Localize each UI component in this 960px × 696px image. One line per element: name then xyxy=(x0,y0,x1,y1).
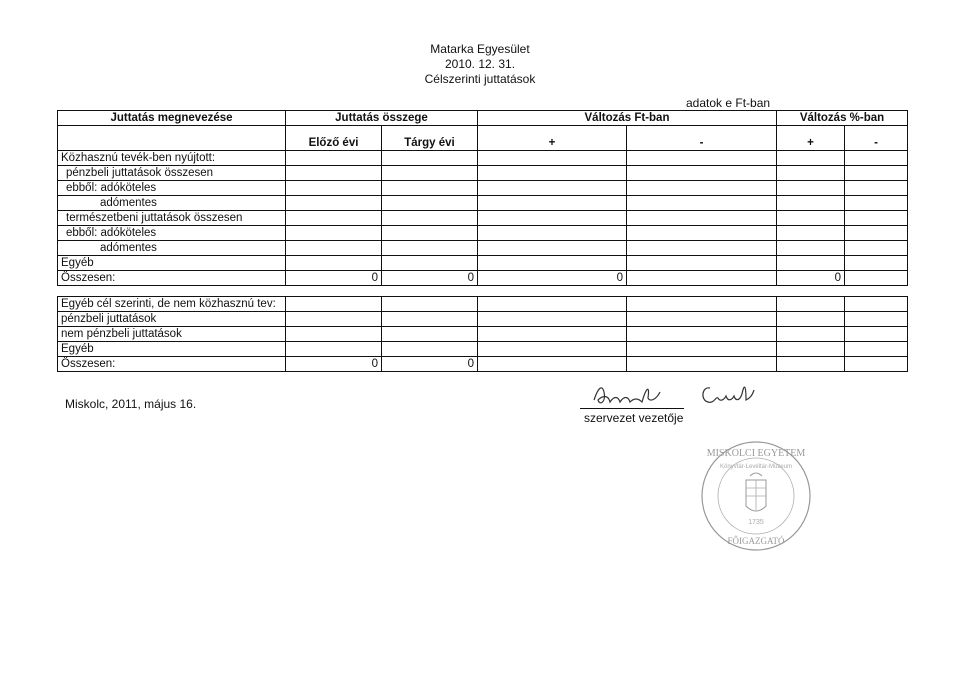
signature-line xyxy=(580,408,684,409)
col-amount-header: Juttatás összege xyxy=(286,111,478,126)
col-change-ft-header: Változás Ft-ban xyxy=(478,111,777,126)
row-label: pénzbeli juttatások összesen xyxy=(58,166,286,181)
table-row xyxy=(58,297,908,312)
col-change-pct-header: Változás %-ban xyxy=(777,111,908,126)
total-minus xyxy=(627,271,777,286)
row-label: ebből: adóköteles xyxy=(58,226,286,241)
row-label: Közhasznú tevék-ben nyújtott: xyxy=(58,151,286,166)
row-label: ebből: adóköteles xyxy=(58,181,286,196)
blank-cell xyxy=(58,126,286,151)
sub-prev-year: Előző évi xyxy=(286,126,382,151)
table-row xyxy=(58,226,908,241)
table-row xyxy=(58,211,908,226)
signature-label: szervezet vezetője xyxy=(584,411,684,425)
table-row xyxy=(58,342,908,357)
table-row xyxy=(58,327,908,342)
table-row xyxy=(58,151,908,166)
total-pct-minus xyxy=(845,271,908,286)
total-curr: 0 xyxy=(382,357,478,372)
org-name: Matarka Egyesület xyxy=(430,42,530,56)
sub-plus: + xyxy=(478,126,627,151)
total-plus: 0 xyxy=(478,271,627,286)
row-label: adómentes xyxy=(58,196,286,211)
total-curr: 0 xyxy=(382,271,478,286)
total-prev: 0 xyxy=(286,357,382,372)
sub-pct-plus: + xyxy=(777,126,845,151)
stamp-top-text: MISKOLCI EGYETEM xyxy=(706,448,806,459)
total-label: Összesen: xyxy=(58,271,286,286)
total-prev: 0 xyxy=(286,271,382,286)
table-row xyxy=(58,241,908,256)
row-label: pénzbeli juttatások xyxy=(58,312,286,327)
col-name-header: Juttatás megnevezése xyxy=(58,111,286,126)
table-row xyxy=(58,166,908,181)
report-title: Célszerinti juttatások xyxy=(424,72,536,86)
stamp-bottom-text: FŐIGAZGATÓ xyxy=(727,536,785,546)
row-label: nem pénzbeli juttatások xyxy=(58,327,286,342)
subheader-row xyxy=(58,126,908,151)
report-date: 2010. 12. 31. xyxy=(444,57,516,71)
unit-note: adatok e Ft-ban xyxy=(686,96,771,110)
total-pct-plus: 0 xyxy=(777,271,845,286)
stamp-center-text: Könyvtár-Levéltár-Múzeum xyxy=(719,464,793,470)
total-label: Összesen: xyxy=(58,357,286,372)
total-row xyxy=(58,357,908,372)
sub-minus: - xyxy=(627,126,777,151)
table-row xyxy=(58,256,908,271)
header-row xyxy=(58,111,908,126)
row-label: természetbeni juttatások összesen xyxy=(58,211,286,226)
total-row xyxy=(58,271,908,286)
table-row xyxy=(58,181,908,196)
signature-image xyxy=(590,378,800,412)
row-label: Egyéb xyxy=(58,342,286,357)
row-label: adómentes xyxy=(58,241,286,256)
table-row xyxy=(58,312,908,327)
table-row xyxy=(58,196,908,211)
other-benefits-table xyxy=(57,296,908,372)
row-label: Egyéb cél szerinti, de nem közhasznú tev: xyxy=(58,297,286,312)
benefits-table xyxy=(57,110,908,286)
sub-pct-minus: - xyxy=(845,126,908,151)
stamp-year: 1735 xyxy=(748,519,764,526)
row-label: Egyéb xyxy=(58,256,286,271)
stamp-seal xyxy=(700,440,812,552)
sub-current-year: Tárgy évi xyxy=(382,126,478,151)
place-date: Miskolc, 2011, május 16. xyxy=(65,397,197,411)
